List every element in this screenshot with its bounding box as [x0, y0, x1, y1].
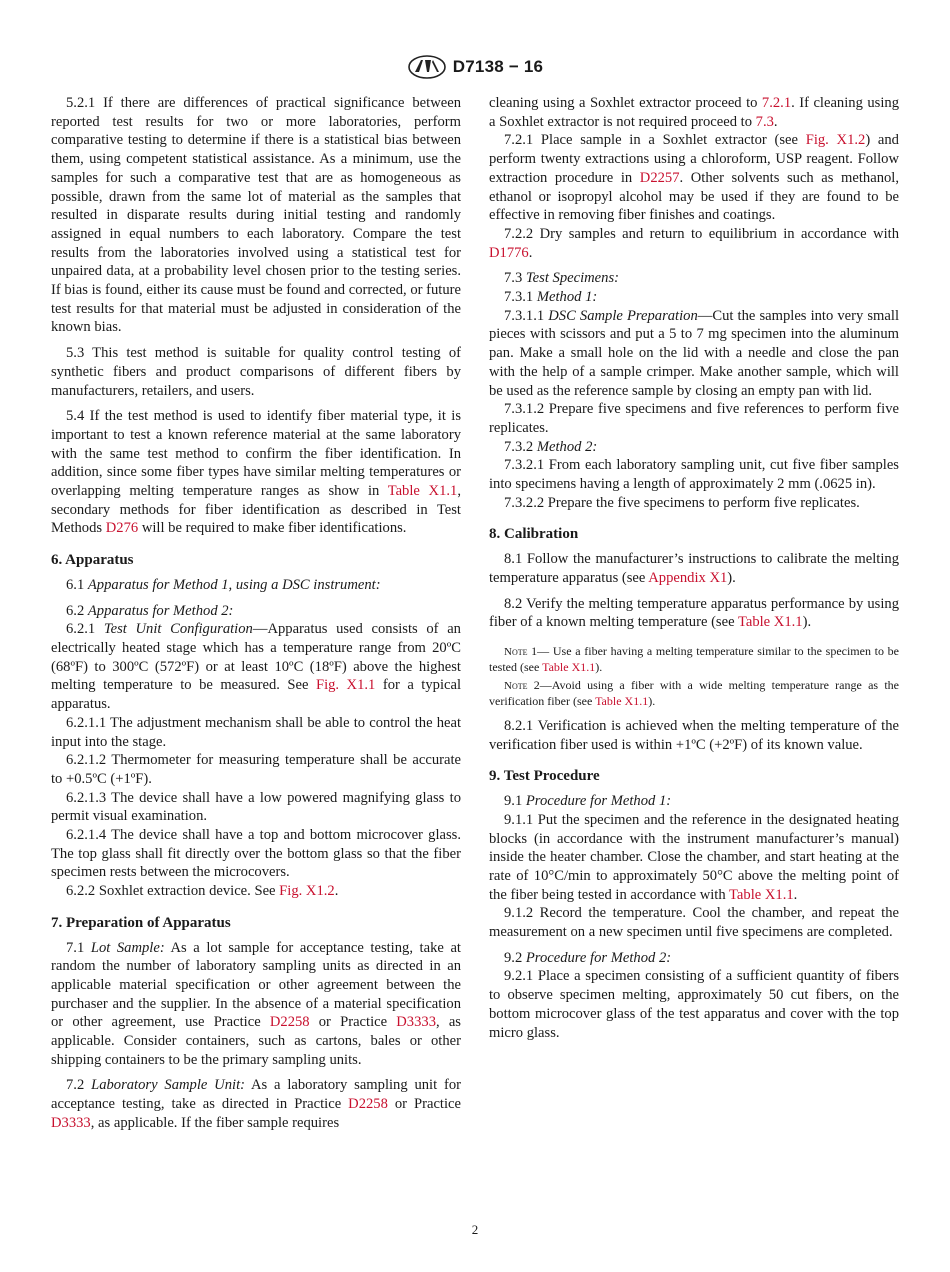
paragraph-7-2-2: 7.2.2 Dry samples and return to equilibrium in accordance with D1776. — [489, 225, 899, 261]
paragraph-7-3-1-1: 7.3.1.1 DSC Sample Preparation—Cut the samples into very small pieces with scissors and put a 5 to 7 mg specimen into the aluminum pan. Make a small hole on the lid with a needle and close the pan with the help of a sample crimper. Make another sample, which will be used as the reference sample by closing an empty pan with lid. — [489, 307, 900, 399]
note-1: Note 1— Use a fiber having a melting temperature similar to the specimen to be tested (see Table X1.1). — [489, 643, 899, 675]
section-heading-7: 7. Preparation of Apparatus — [51, 914, 231, 931]
paragraph-9-2: 9.2 Procedure for Method 2: — [504, 949, 672, 966]
paragraph-6-2: 6.2 Apparatus for Method 2: — [66, 602, 234, 619]
link-table-x1-1[interactable]: Table X1.1 — [595, 694, 649, 709]
paragraph-5-2-1: 5.2.1 If there are differences of practical significance between reported test results for two or more laboratories, perform comparative testing to determine if there is a statistical bias between them, using competent statistical assistance. As a minimum, use the samples for such a comparative test that are as homogeneous as possible, drawn from the same lot of material as the samples that resulted in disparate results during initial testing and randomly assigned in equal numbers to each laboratory. Compare the test results from the laboratories involved using a statistical test for unpaired data, at a probability level chosen prior to the testing series. If bias is found, either its cause must be found and corrected, or future test results for that material must be adjusted in consideration of the known bias. — [51, 95, 461, 336]
paragraph-7-3-1: 7.3.1 Method 1: — [504, 289, 598, 306]
section-heading-8: 8. Calibration — [489, 526, 579, 543]
paragraph-8-2: 8.2 Verify the melting temperature apparatus performance by using fiber of a known melting temperature (see Table X1.1). — [489, 595, 899, 631]
paragraph-9-1-1: 9.1.1 Put the specimen and the reference in the designated heating blocks (in accordance with the instrument manufacturer’s manual) inside the heater chamber. Close the chamber, and start heating at the rate of 10°C/min to approximately 50°C above the melting point of the fiber being tested in accordance with Table X1.1. — [489, 811, 899, 903]
paragraph-7-3-2-2: 7.3.2.2 Prepare the five specimens to perform five replicates. — [504, 494, 860, 511]
link-table-x1-1[interactable]: Table X1.1 — [387, 483, 458, 500]
paragraph-5-4: 5.4 If the test method is used to identify fiber material type, it is important to test a known reference material at the same laboratory with the same test method to confirm the fiber identification. In addition, since some fiber types have similar melting temperatures or overlapping melting temperature ranges as show in Table X1.1, secondary methods for fiber identification as described in Test Methods D276 will be required to make fiber identifications. — [51, 408, 461, 537]
paragraph-7-1: 7.1 Lot Sample: As a lot sample for acceptance testing, take at random the number of laboratory sampling units as directed in an applicable material specification or other agreement between the purchaser and the supplier. In the absence of a material specification or other agreement, use Practice D2258 or Practice D3333, as applicable. Consider containers, such as cartons, bales or other shipping containers to be the primary sampling units. — [51, 939, 461, 1068]
paragraph-6-2-1-4: 6.2.1.4 The device shall have a top and bottom microcover glass. The top glass shall fit directly over the bottom glass so that the fiber specimen rests between the microcovers. — [51, 827, 461, 881]
paragraph-8-1: 8.1 Follow the manufacturer’s instructions to calibrate the melting temperature apparatus (see Appendix X1). — [489, 551, 899, 586]
paragraph-6-2-1-3: 6.2.1.3 The device shall have a low powered magnifying glass to permit visual examination. — [51, 789, 461, 825]
link-d2258[interactable]: D2258 — [348, 1096, 388, 1113]
paragraph-8-2-1: 8.2.1 Verification is achieved when the melting temperature of the verification fiber used is within +1ºC (+2ºF) of its known value. — [489, 717, 899, 753]
paragraph-9-1: 9.1 Procedure for Method 1: — [504, 793, 672, 810]
link-d2258[interactable]: D2258 — [269, 1014, 310, 1031]
link-fig-x1-1[interactable]: Fig. X1.1 — [315, 677, 376, 694]
paragraph-7-3-1-2: 7.3.1.2 Prepare five specimens and five references to perform five replicates. — [489, 401, 899, 436]
paragraph-6-1: 6.1 Apparatus for Method 1, using a DSC instrument: — [66, 576, 381, 593]
link-7-2-1[interactable]: 7.2.1 — [761, 95, 792, 111]
paragraph-7-2-continued: cleaning using a Soxhlet extractor proceed to 7.2.1. If cleaning using a Soxhlet extractor is not required proceed to 7.3. — [489, 95, 899, 130]
link-d3333[interactable]: D3333 — [51, 1114, 91, 1131]
paragraph-7-3-2: 7.3.2 Method 2: — [504, 438, 598, 455]
paragraph-9-1-2: 9.1.2 Record the temperature. Cool the chamber, and repeat the measurement on a new specimen until five specimens are completed. — [489, 905, 899, 941]
paragraph-6-2-1-1: 6.2.1.1 The adjustment mechanism shall be able to control the heat input into the stage. — [51, 714, 461, 750]
paragraph-6-2-2: 6.2.2 Soxhlet extraction device. See Fig. X1.2. — [66, 883, 339, 900]
link-7-3[interactable]: 7.3 — [755, 113, 774, 130]
link-appendix-x1[interactable]: Appendix X1 — [648, 569, 728, 586]
paragraph-7-3: 7.3 Test Specimens: — [504, 270, 619, 287]
link-fig-x1-2[interactable]: Fig. X1.2 — [279, 883, 335, 900]
link-d276[interactable]: D276 — [105, 520, 139, 537]
section-heading-6: 6. Apparatus — [51, 552, 134, 569]
section-heading-9: 9. Test Procedure — [489, 768, 600, 785]
link-d1776[interactable]: D1776 — [489, 244, 529, 261]
page-header — [0, 54, 950, 80]
link-d3333[interactable]: D3333 — [396, 1014, 436, 1031]
document-id: D7138 − 16 — [452, 57, 544, 76]
note-2: Note 2—Avoid using a fiber with a wide melting temperature range as the verification fiber (see Table X1.1). — [489, 677, 899, 709]
paragraph-7-3-2-1: 7.3.2.1 From each laboratory sampling unit, cut five fiber samples into specimens having a length of approximately 2 mm (.0625 in). — [489, 457, 899, 493]
paragraph-9-2-1: 9.2.1 Place a specimen consisting of a sufficient quantity of fibers to observe specimen melting, approximately 50 cut fibers, on the bottom microcover glass of the test apparatus and cover with the top micro glass. — [489, 968, 899, 1041]
link-fig-x1-2[interactable]: Fig. X1.2 — [805, 132, 866, 149]
right-column — [489, 94, 899, 1042]
paragraph-6-2-1: 6.2.1 Test Unit Configuration—Apparatus used consists of an electrically heated stage which has a temperature range from 20ºC (68ºF) to 300ºC (572ºF) or at least 10ºC (18ºF) above the highest melting temperature to be measured. See Fig. X1.1 for a typical apparatus. — [51, 621, 462, 713]
link-d2257[interactable]: D2257 — [639, 169, 680, 186]
link-table-x1-1[interactable]: Table X1.1 — [729, 886, 794, 903]
paragraph-7-2: 7.2 Laboratory Sample Unit: As a laboratory sampling unit for acceptance testing, take as directed in Practice D2258 or Practice D3333, as applicable. If the fiber sample requires — [51, 1077, 462, 1131]
link-table-x1-1[interactable]: Table X1.1 — [542, 660, 596, 675]
page-number: 2 — [471, 1222, 479, 1237]
paragraph-7-2-1: 7.2.1 Place sample in a Soxhlet extractor (see Fig. X1.2) and perform twenty extractions using a chloroform, USP reagent. Follow extraction procedure in D2257. Other solvents such as methanol, ethanol or isopropyl alcohol may be used if they are found to be effective in removing fiber finishes and coatings. — [489, 132, 899, 224]
link-table-x1-1[interactable]: Table X1.1 — [737, 614, 803, 631]
left-column — [51, 94, 461, 1133]
paragraph-5-3: 5.3 This test method is suitable for quality control testing of synthetic fibers and product comparisons of different fibers by manufacturers, retailers, and users. — [51, 345, 461, 399]
astm-logo-icon — [407, 54, 447, 80]
paragraph-6-2-1-2: 6.2.1.2 Thermometer for measuring temperature shall be accurate to +0.5ºC (+1ºF). — [51, 752, 461, 787]
